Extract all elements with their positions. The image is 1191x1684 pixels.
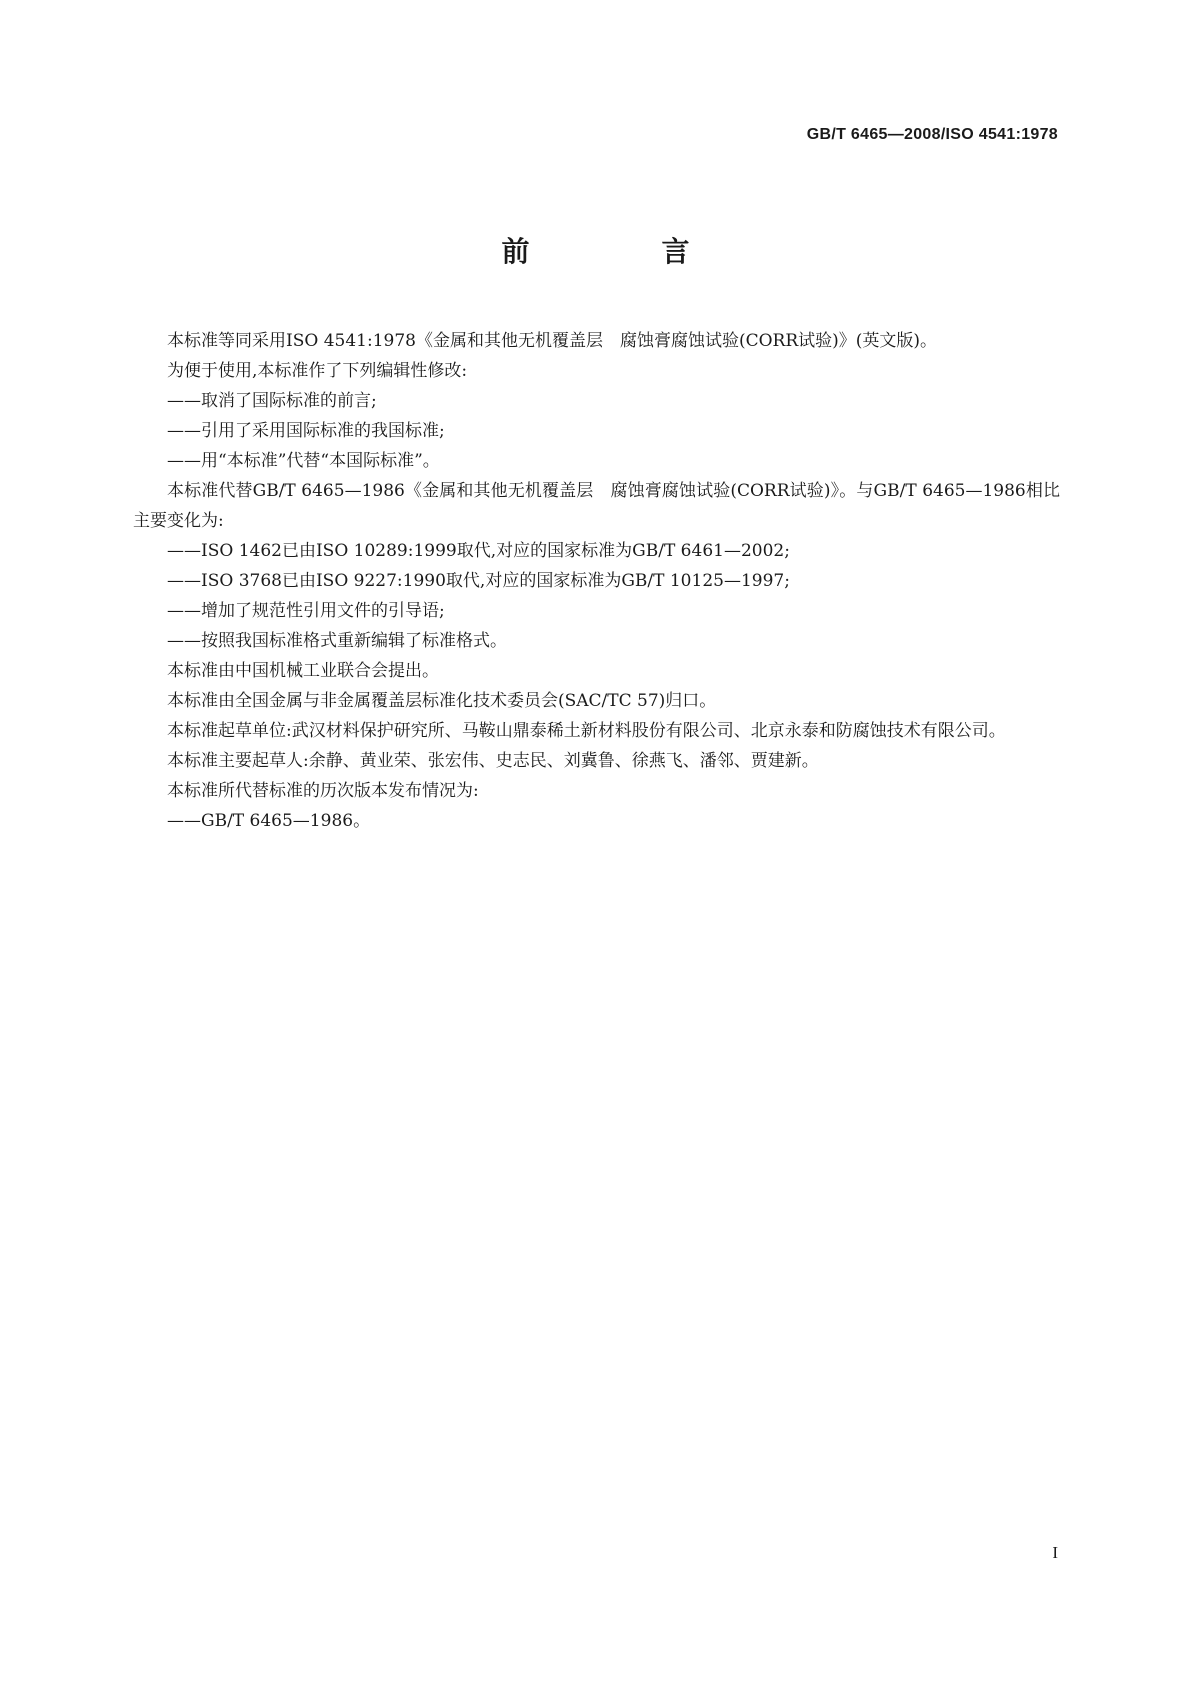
paragraph-drafting-units: 本标准起草单位:武汉材料保护研究所、马鞍山鼎泰稀土新材料股份有限公司、北京永泰和防腐蚀技术有限公司。 <box>167 721 1006 741</box>
page-number: I <box>1052 1543 1058 1562</box>
foreword-body <box>133 326 1060 836</box>
paragraph-edit-intro: 为便于使用,本标准作了下列编辑性修改: <box>167 361 468 381</box>
paragraph-adoption: 本标准等同采用ISO 4541:1978《金属和其他无机覆盖层 腐蚀膏腐蚀试验(CORR试验)》(英文版)。 <box>167 331 938 351</box>
list-item-edit-2: ——引用了采用国际标准的我国标准; <box>167 421 445 441</box>
list-item-change-2: ——ISO 3768已由ISO 9227:1990取代,对应的国家标准为GB/T 10125—1997; <box>167 571 790 591</box>
list-item-change-3: ——增加了规范性引用文件的引导语; <box>167 601 445 621</box>
paragraph-proposed-by: 本标准由中国机械工业联合会提出。 <box>167 661 439 681</box>
list-item-edit-3: ——用“本标准”代替“本国际标准”。 <box>167 451 440 471</box>
paragraph-replaces: 本标准代替GB/T 6465—1986《金属和其他无机覆盖层 腐蚀膏腐蚀试验(CORR试验)》。与GB/T 6465—1986相比主要变化为: <box>133 481 1060 531</box>
paragraph-drafters: 本标准主要起草人:余静、黄业荣、张宏伟、史志民、刘冀鲁、徐燕飞、潘邻、贾建新。 <box>167 751 819 771</box>
page-title: 前 言 <box>501 235 742 268</box>
list-item-change-4: ——按照我国标准格式重新编辑了标准格式。 <box>167 631 507 651</box>
paragraph-centralized-by: 本标准由全国金属与非金属覆盖层标准化技术委员会(SAC/TC 57)归口。 <box>167 691 717 711</box>
list-item-history-1: ——GB/T 6465—1986。 <box>167 811 371 831</box>
paragraph-history-intro: 本标准所代替标准的历次版本发布情况为: <box>167 781 479 801</box>
standard-code: GB/T 6465—2008/ISO 4541:1978 <box>806 126 1058 143</box>
list-item-change-1: ——ISO 1462已由ISO 10289:1999取代,对应的国家标准为GB/T 6461—2002; <box>167 541 790 561</box>
list-item-edit-1: ——取消了国际标准的前言; <box>167 391 377 411</box>
